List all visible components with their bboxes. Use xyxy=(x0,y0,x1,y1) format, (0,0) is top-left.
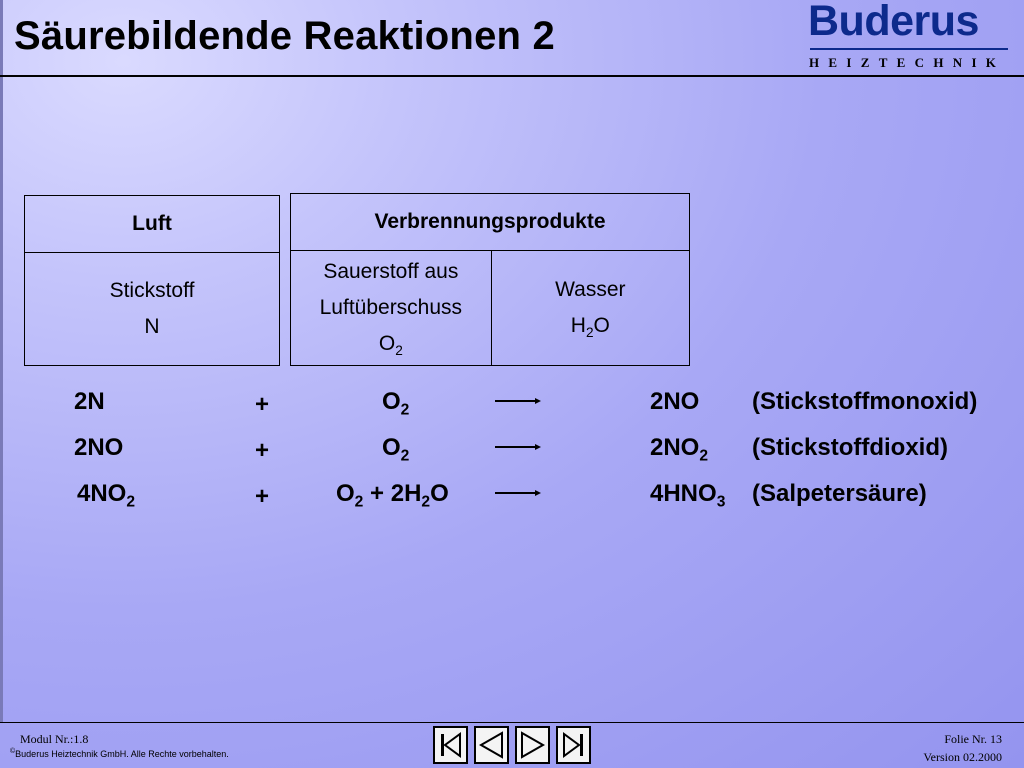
buderus-logo: Buderus xyxy=(808,0,979,45)
eq1-r2-base: O xyxy=(382,388,401,415)
eq1-name: (Stickstoffmonoxid) xyxy=(752,388,978,415)
modul-number: Modul Nr.:1.8 xyxy=(20,732,89,746)
verbrennung-header: Verbrennungsprodukte xyxy=(291,194,690,251)
eq2-product xyxy=(650,434,709,465)
page-title: Säurebildende Reaktionen 2 xyxy=(14,14,555,58)
water-h: H xyxy=(570,314,586,337)
eq3-r2-c: O xyxy=(430,480,449,507)
sauerstoff-line2: Luftüberschuss xyxy=(319,296,463,319)
eq1-product-base: 2NO xyxy=(650,388,700,415)
copyright-symbol: © xyxy=(10,748,16,755)
eq3-reactant2 xyxy=(336,480,449,511)
water-sub: 2 xyxy=(585,324,594,340)
next-slide-button[interactable] xyxy=(515,726,550,764)
eq3-r1-base: 4NO xyxy=(77,480,127,507)
eq3-r2-b-sub: 2 xyxy=(421,493,431,511)
folie-number: Folie Nr. 13 xyxy=(944,732,1002,746)
eq3-product xyxy=(650,480,726,511)
wasser-cell xyxy=(491,251,689,366)
eq2-name: (Stickstoffdioxid) xyxy=(752,434,948,461)
eq3-plus: + xyxy=(255,483,270,510)
previous-slide-button[interactable] xyxy=(474,726,509,764)
logo-divider xyxy=(810,48,1008,50)
eq1-reactant1: 2N xyxy=(74,388,105,415)
eq1-arrow-icon xyxy=(495,396,541,406)
eq3-product-base: 4HNO xyxy=(650,480,717,507)
nitrogen-formula: N xyxy=(144,315,160,338)
verbrennungsprodukte-table xyxy=(290,193,690,366)
water-formula xyxy=(492,308,689,344)
eq3-reactant1 xyxy=(77,480,136,511)
sauerstoff-line1: Sauerstoff aus xyxy=(323,260,459,283)
oxygen-formula xyxy=(291,326,491,362)
first-slide-icon xyxy=(435,728,466,762)
luft-header: Luft xyxy=(25,196,280,253)
eq2-r2-sub: 2 xyxy=(400,447,410,465)
oxygen-sub: 2 xyxy=(395,342,403,358)
left-border xyxy=(0,0,3,722)
logo-subtitle: HEIZTECHNIK xyxy=(809,55,1006,70)
eq3-arrow-icon xyxy=(495,488,541,498)
copyright-label: Buderus Heiztechnik GmbH. Alle Rechte vorbehalten. xyxy=(15,749,229,759)
version-label: Version 02.2000 xyxy=(923,750,1002,764)
luft-cell xyxy=(25,253,280,366)
last-slide-button[interactable] xyxy=(556,726,591,764)
eq3-r2-b: + 2H xyxy=(370,480,422,507)
eq2-plus: + xyxy=(255,437,270,464)
eq3-product-sub: 3 xyxy=(716,493,726,511)
eq3-r2-a-sub: 2 xyxy=(354,493,364,511)
first-slide-button[interactable] xyxy=(433,726,468,764)
eq1-product xyxy=(650,390,699,414)
previous-slide-icon xyxy=(476,728,507,762)
luft-table xyxy=(24,195,280,366)
wasser-label: Wasser xyxy=(555,278,626,301)
eq2-product-base: 2NO xyxy=(650,434,700,461)
eq2-product-sub: 2 xyxy=(699,447,709,465)
copyright-text xyxy=(10,748,229,759)
eq1-reactant2 xyxy=(382,388,410,419)
eq1-r2-sub: 2 xyxy=(400,401,410,419)
footer-divider xyxy=(0,722,1024,723)
last-slide-icon xyxy=(558,728,589,762)
eq3-r1-sub: 2 xyxy=(126,493,136,511)
title-divider xyxy=(0,75,1024,77)
eq2-reactant2 xyxy=(382,434,410,465)
sauerstoff-cell xyxy=(291,251,492,366)
oxygen-base: O xyxy=(378,332,396,355)
next-slide-icon xyxy=(517,728,548,762)
eq2-r2-base: O xyxy=(382,434,401,461)
eq3-name: (Salpetersäure) xyxy=(752,480,927,507)
water-o: O xyxy=(593,314,610,337)
eq2-arrow-icon xyxy=(495,442,541,452)
eq3-r2-a: O xyxy=(336,480,355,507)
eq2-reactant1: 2NO xyxy=(74,434,124,461)
eq1-plus: + xyxy=(255,391,270,418)
stickstoff-label: Stickstoff xyxy=(109,279,195,302)
